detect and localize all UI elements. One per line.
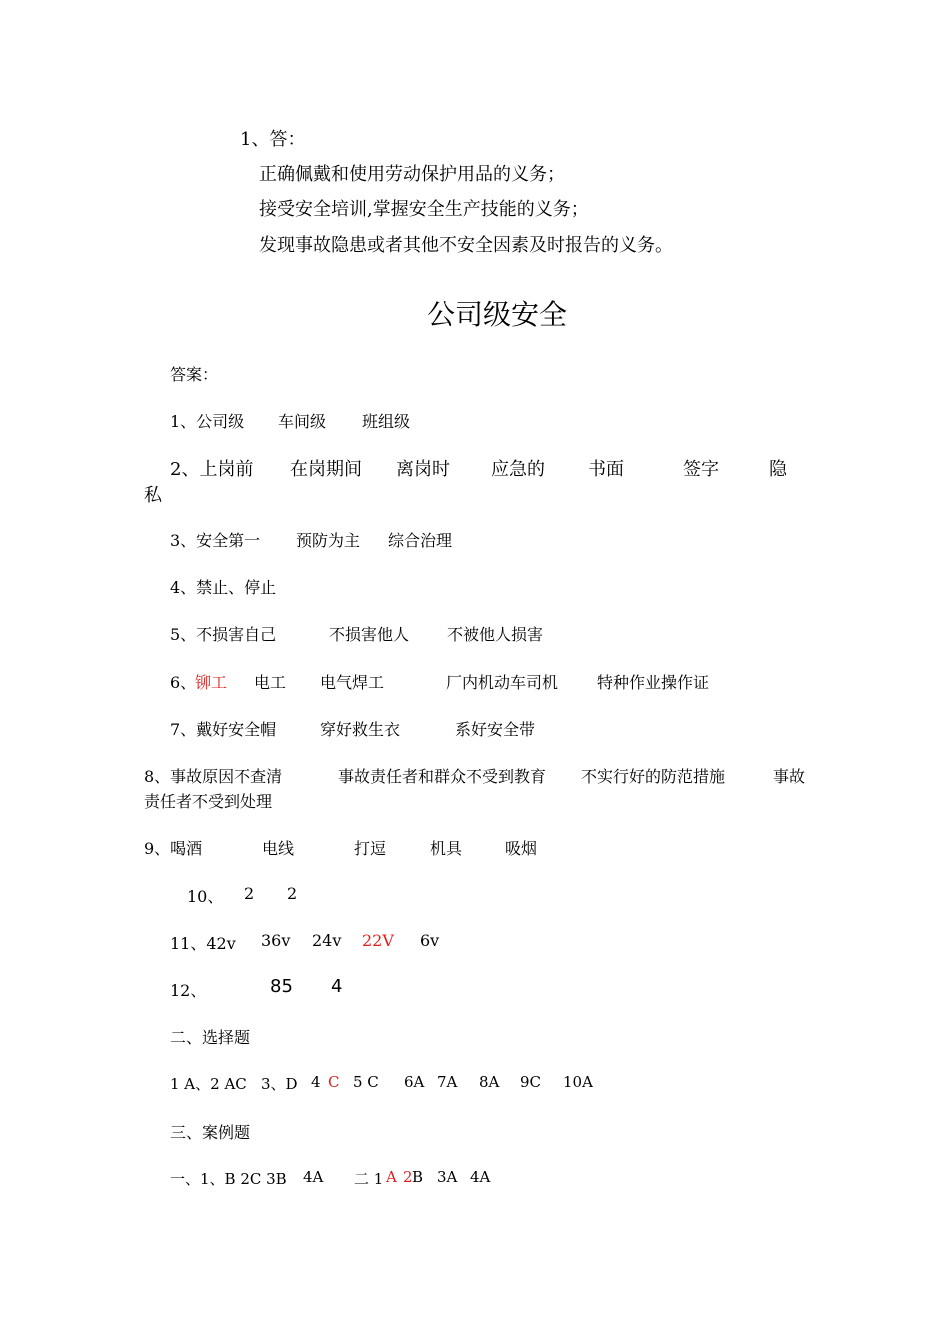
answer-9-d: 机具 [430, 839, 463, 858]
answer-2-g: 隐 [769, 459, 787, 480]
answer-4: 4、禁止、停止 [170, 578, 277, 597]
s2-1: 1 A、2 AC [170, 1075, 247, 1093]
answer-5-c: 不被他人损害 [447, 625, 544, 644]
q1-line-2: 接受安全培训,掌握安全生产技能的义务； [259, 199, 589, 220]
answer-9-e: 吸烟 [505, 839, 538, 858]
answer-1-c: 班组级 [362, 412, 411, 431]
s3-2: 4A [303, 1168, 324, 1186]
q1-heading: 1、答： [240, 129, 306, 150]
answer-6-c: 电气焊工 [320, 673, 385, 692]
answer-2-d: 应急的 [491, 459, 545, 480]
answer-9-a: 9、喝酒 [144, 839, 203, 858]
s2-6: 6A [404, 1073, 425, 1091]
s2-9: 9C [520, 1073, 542, 1091]
answer-11-a: 11、42v [170, 934, 236, 953]
answer-2-h: 私 [144, 485, 162, 506]
section-3-heading: 三、案例题 [170, 1123, 251, 1142]
s2-10: 10A [563, 1073, 593, 1091]
q1-line-1: 正确佩戴和使用劳动保护用品的义务； [259, 164, 565, 185]
q1-line-3: 发现事故隐患或者其他不安全因素及时报告的义务。 [259, 235, 673, 256]
s2-2: 3、D [261, 1075, 298, 1093]
answer-6-d: 厂内机动车司机 [446, 673, 559, 692]
answer-12-num: 12、 [170, 981, 207, 1000]
answer-10-a: 2 [244, 884, 255, 903]
answer-6-e: 特种作业操作证 [597, 673, 710, 692]
s3-8: 4A [470, 1168, 491, 1186]
s3-6: B [412, 1168, 424, 1186]
answer-7-a: 7、戴好安全帽 [170, 720, 277, 739]
answer-2-b: 在岗期间 [290, 459, 362, 480]
answer-label: 答案： [170, 365, 219, 384]
section-2-heading: 二、选择题 [170, 1028, 251, 1047]
answer-11-c: 24v [312, 931, 342, 950]
s2-3: 4 [311, 1073, 321, 1091]
answer-12-b: 4 [331, 976, 343, 997]
answer-1-b: 车间级 [278, 412, 327, 431]
s3-7: 3A [437, 1168, 458, 1186]
s2-8: 8A [479, 1073, 500, 1091]
answer-10-b: 2 [287, 884, 298, 903]
answer-8-e: 责任者不受到处理 [144, 792, 273, 811]
answer-3-b: 预防为主 [296, 531, 361, 550]
answer-2-a: 2、上岗前 [170, 459, 254, 480]
answer-6-a: 铆工 [195, 673, 228, 692]
answer-12-a: 85 [270, 976, 293, 997]
answer-5-a: 5、不损害自己 [170, 625, 277, 644]
answer-9-b: 电线 [262, 839, 295, 858]
s3-1: 一、1、B 2C 3B [170, 1170, 287, 1188]
answer-5-b: 不损害他人 [329, 625, 410, 644]
answer-11-e: 6v [420, 931, 440, 950]
answer-3-a: 3、安全第一 [170, 531, 261, 550]
answer-1-a: 1、公司级 [170, 412, 245, 431]
answer-8-b: 事故责任者和群众不受到教育 [338, 767, 547, 786]
answer-10-num: 10、 [187, 887, 224, 906]
answer-7-b: 穿好救生衣 [320, 720, 401, 739]
answer-6-b: 电工 [254, 673, 287, 692]
page-title: 公司级安全 [427, 298, 568, 331]
s2-4: C [328, 1073, 340, 1091]
answer-8-a: 8、事故原因不查清 [144, 767, 283, 786]
answer-6-num: 6、 [170, 673, 197, 692]
s3-3: 二 1 [354, 1170, 384, 1188]
answer-8-d: 事故 [773, 767, 806, 786]
answer-2-c: 离岗时 [396, 459, 450, 480]
s2-7: 7A [437, 1073, 458, 1091]
answer-3-c: 综合治理 [388, 531, 453, 550]
answer-8-c: 不实行好的防范措施 [581, 767, 726, 786]
answer-9-c: 打逗 [354, 839, 387, 858]
s2-5: 5 C [353, 1073, 379, 1091]
answer-11-b: 36v [261, 931, 291, 950]
answer-11-d: 22V [362, 931, 394, 950]
s3-4: A [386, 1168, 397, 1186]
answer-2-f: 签字 [683, 459, 719, 480]
answer-7-c: 系好安全带 [455, 720, 536, 739]
s3-5: 2 [403, 1168, 413, 1186]
answer-2-e: 书面 [588, 459, 624, 480]
